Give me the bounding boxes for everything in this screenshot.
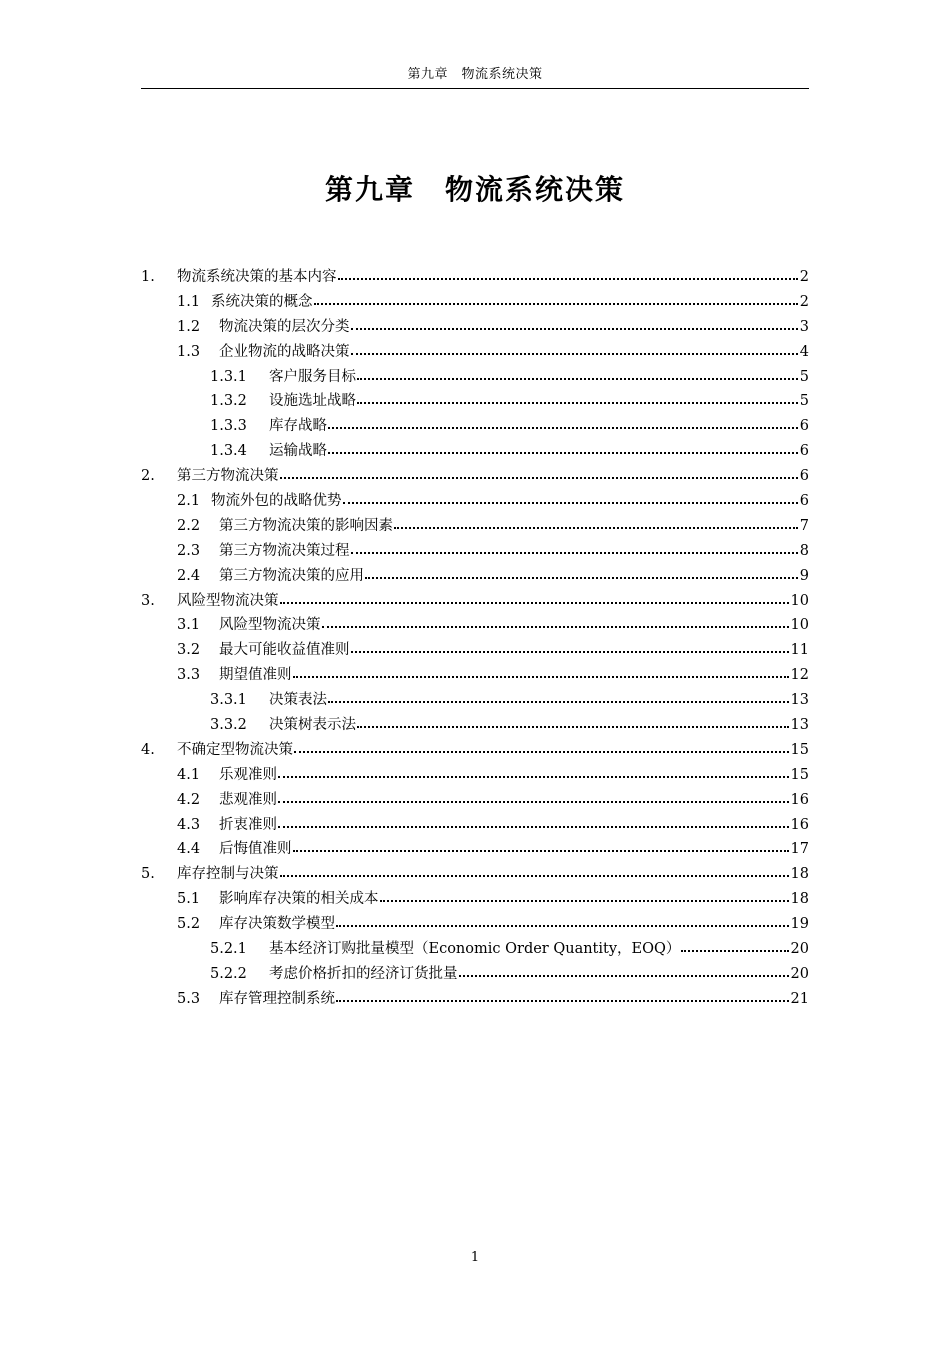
toc-entry-page: 11 xyxy=(790,642,809,659)
toc-entry[interactable] xyxy=(141,414,809,439)
toc-dot-leader xyxy=(336,924,789,927)
toc-entry-title: 风险型物流决策 xyxy=(219,617,321,634)
toc-entry-page: 6 xyxy=(799,468,809,485)
toc-entry[interactable] xyxy=(141,763,809,788)
toc-entry-page: 6 xyxy=(799,493,809,510)
toc-entry-page: 16 xyxy=(790,791,809,808)
toc-entry[interactable] xyxy=(141,837,809,862)
toc-entry-page: 10 xyxy=(790,617,809,634)
toc-dot-leader xyxy=(351,327,798,330)
toc-entry[interactable] xyxy=(141,589,809,614)
toc-entry-number: 2. xyxy=(141,468,155,485)
toc-entry-title: 设施选址战略 xyxy=(269,393,356,410)
toc-entry[interactable] xyxy=(141,290,809,315)
toc-entry-number: 1.3.3 xyxy=(210,418,247,435)
toc-entry-number: 4.2 xyxy=(177,791,201,808)
toc-entry-number: 5. xyxy=(141,866,155,883)
toc-entry-number: 4.4 xyxy=(177,841,201,858)
toc-entry-title: 库存战略 xyxy=(269,418,327,435)
toc-entry-number: 2.2 xyxy=(177,517,201,534)
toc-entry-number: 3.1 xyxy=(177,617,201,634)
toc-dot-leader xyxy=(357,725,789,728)
toc-entry[interactable] xyxy=(141,788,809,813)
toc-entry[interactable] xyxy=(141,365,809,390)
toc-entry[interactable] xyxy=(141,738,809,763)
toc-entry-page: 7 xyxy=(799,517,809,534)
toc-entry[interactable] xyxy=(141,862,809,887)
toc-entry-number: 1.1 xyxy=(177,293,201,310)
toc-entry-title: 第三方物流决策过程 xyxy=(219,542,350,559)
toc-entry-title: 决策表法 xyxy=(269,692,327,709)
toc-entry-title: 期望值准则 xyxy=(219,667,292,684)
toc-entry[interactable] xyxy=(141,514,809,539)
toc-entry-number: 3.2 xyxy=(177,642,201,659)
toc-entry-number: 5.2.2 xyxy=(210,965,247,982)
toc-entry-number: 3.3 xyxy=(177,667,201,684)
toc-dot-leader xyxy=(351,650,789,653)
toc-entry[interactable] xyxy=(141,713,809,738)
toc-entry-number: 5.2.1 xyxy=(210,941,247,958)
toc-entry-number: 1.2 xyxy=(177,318,201,335)
toc-entry-title: 基本经济订购批量模型（Economic Order Quantity，EOQ） xyxy=(269,941,681,958)
toc-entry[interactable] xyxy=(141,389,809,414)
toc-entry-title: 运输战略 xyxy=(269,443,327,460)
toc-entry-page: 2 xyxy=(799,293,809,310)
toc-entry-number: 1. xyxy=(141,269,155,285)
toc-entry-title: 乐观准则 xyxy=(219,766,277,783)
toc-entry[interactable] xyxy=(141,564,809,589)
toc-entry-number: 1.3.4 xyxy=(210,443,247,460)
toc-entry-number: 5.3 xyxy=(177,990,201,1007)
toc-entry-number: 4.1 xyxy=(177,766,201,783)
toc-entry[interactable] xyxy=(141,962,809,987)
toc-entry-title: 客户服务目标 xyxy=(269,368,356,385)
toc-entry-title: 库存控制与决策 xyxy=(177,866,279,883)
toc-entry-number: 2.1 xyxy=(177,493,201,510)
toc-entry-page: 4 xyxy=(799,343,809,360)
toc-entry-number: 1.3 xyxy=(177,343,201,360)
toc-entry-number: 2.3 xyxy=(177,542,201,559)
toc-dot-leader xyxy=(351,352,798,355)
toc-entry-title: 库存管理控制系统 xyxy=(219,990,335,1007)
toc-dot-leader xyxy=(681,949,788,952)
toc-entry-number: 4.3 xyxy=(177,816,201,833)
toc-entry-page: 15 xyxy=(790,741,809,758)
toc-dot-leader xyxy=(294,750,789,753)
toc-dot-leader xyxy=(365,576,798,579)
toc-entry-page: 17 xyxy=(790,841,809,858)
toc-entry-page: 16 xyxy=(790,816,809,833)
toc-entry-page: 12 xyxy=(790,667,809,684)
toc-entry-page: 9 xyxy=(799,567,809,584)
toc-entry-page: 10 xyxy=(790,592,809,609)
toc-dot-leader xyxy=(459,974,789,977)
toc-dot-leader xyxy=(357,401,798,404)
toc-dot-leader xyxy=(314,302,798,305)
toc-entry-number: 2.4 xyxy=(177,567,201,584)
toc-entry-page: 13 xyxy=(790,717,809,734)
toc-entry-page: 3 xyxy=(799,318,809,335)
toc-entry-page: 5 xyxy=(799,393,809,410)
table-of-contents xyxy=(141,265,809,1012)
toc-entry[interactable] xyxy=(141,340,809,365)
toc-entry[interactable] xyxy=(141,663,809,688)
toc-entry-page: 20 xyxy=(790,965,809,982)
toc-dot-leader xyxy=(394,526,798,529)
toc-entry-title: 折衷准则 xyxy=(219,816,277,833)
toc-entry-page: 21 xyxy=(790,990,809,1007)
toc-entry-page: 20 xyxy=(790,941,809,958)
toc-dot-leader xyxy=(278,775,789,778)
toc-entry-number: 4. xyxy=(141,741,155,758)
toc-entry-title: 系统决策的概念 xyxy=(211,293,313,310)
toc-entry-page: 2 xyxy=(799,269,809,285)
chapter-title: 第九章 物流系统决策 xyxy=(324,173,625,206)
toc-entry-title: 决策树表示法 xyxy=(269,717,356,734)
toc-entry[interactable] xyxy=(141,539,809,564)
toc-entry-page: 8 xyxy=(799,542,809,559)
toc-entry-title: 第三方物流决策的应用 xyxy=(219,567,364,584)
toc-entry-page: 6 xyxy=(799,443,809,460)
toc-entry-page: 13 xyxy=(790,692,809,709)
toc-entry-title: 最大可能收益值准则 xyxy=(219,642,350,659)
toc-entry-page: 6 xyxy=(799,418,809,435)
toc-entry-number: 3.3.2 xyxy=(210,717,247,734)
toc-dot-leader xyxy=(338,277,798,280)
toc-entry-title: 第三方物流决策 xyxy=(177,468,279,485)
page-number: 1 xyxy=(470,1250,480,1265)
toc-dot-leader xyxy=(278,825,789,828)
toc-entry-number: 5.1 xyxy=(177,891,201,908)
toc-entry-title: 库存决策数学模型 xyxy=(219,916,335,933)
toc-dot-leader xyxy=(343,501,798,504)
toc-entry[interactable] xyxy=(141,265,809,290)
toc-dot-leader xyxy=(351,551,798,554)
toc-entry-number: 3.3.1 xyxy=(210,692,247,709)
toc-entry-number: 1.3.2 xyxy=(210,393,247,410)
toc-entry[interactable] xyxy=(141,987,809,1012)
toc-entry[interactable] xyxy=(141,464,809,489)
running-header: 第九章 物流系统决策 xyxy=(407,67,543,82)
toc-entry-title: 不确定型物流决策 xyxy=(177,741,293,758)
toc-entry-page: 18 xyxy=(790,866,809,883)
toc-entry-title: 考虑价格折扣的经济订货批量 xyxy=(269,965,458,982)
toc-dot-leader xyxy=(280,874,789,877)
header-rule xyxy=(141,88,809,89)
toc-entry-title: 悲观准则 xyxy=(219,791,277,808)
toc-entry-title: 企业物流的战略决策 xyxy=(219,343,350,360)
toc-entry[interactable] xyxy=(141,688,809,713)
toc-entry[interactable] xyxy=(141,315,809,340)
toc-entry-page: 15 xyxy=(790,766,809,783)
toc-dot-leader xyxy=(328,700,789,703)
toc-entry-title: 影响库存决策的相关成本 xyxy=(219,891,379,908)
toc-entry-title: 物流系统决策的基本内容 xyxy=(177,269,337,285)
toc-entry[interactable] xyxy=(141,613,809,638)
toc-entry[interactable] xyxy=(141,887,809,912)
toc-dot-leader xyxy=(280,476,798,479)
toc-dot-leader xyxy=(322,625,789,628)
toc-entry-number: 5.2 xyxy=(177,916,201,933)
toc-entry[interactable] xyxy=(141,489,809,514)
toc-dot-leader xyxy=(328,426,798,429)
toc-dot-leader xyxy=(278,800,789,803)
toc-dot-leader xyxy=(357,377,798,380)
toc-entry[interactable] xyxy=(141,638,809,663)
toc-dot-leader xyxy=(336,999,789,1002)
toc-entry-page: 19 xyxy=(790,916,809,933)
toc-entry-title: 后悔值准则 xyxy=(219,841,292,858)
toc-entry-page: 5 xyxy=(799,368,809,385)
toc-dot-leader xyxy=(293,849,789,852)
toc-entry-number: 3. xyxy=(141,592,155,609)
toc-entry-page: 18 xyxy=(790,891,809,908)
toc-dot-leader xyxy=(380,899,789,902)
toc-entry[interactable] xyxy=(141,912,809,937)
toc-entry-title: 物流外包的战略优势 xyxy=(211,493,342,510)
toc-dot-leader xyxy=(280,601,789,604)
toc-entry-number: 1.3.1 xyxy=(210,368,247,385)
toc-entry[interactable] xyxy=(141,937,809,962)
toc-entry-title: 风险型物流决策 xyxy=(177,592,279,609)
toc-entry-title: 物流决策的层次分类 xyxy=(219,318,350,335)
toc-entry-title: 第三方物流决策的影响因素 xyxy=(219,517,393,534)
toc-dot-leader xyxy=(328,451,798,454)
toc-dot-leader xyxy=(293,675,789,678)
toc-entry[interactable] xyxy=(141,813,809,838)
toc-entry[interactable] xyxy=(141,439,809,464)
